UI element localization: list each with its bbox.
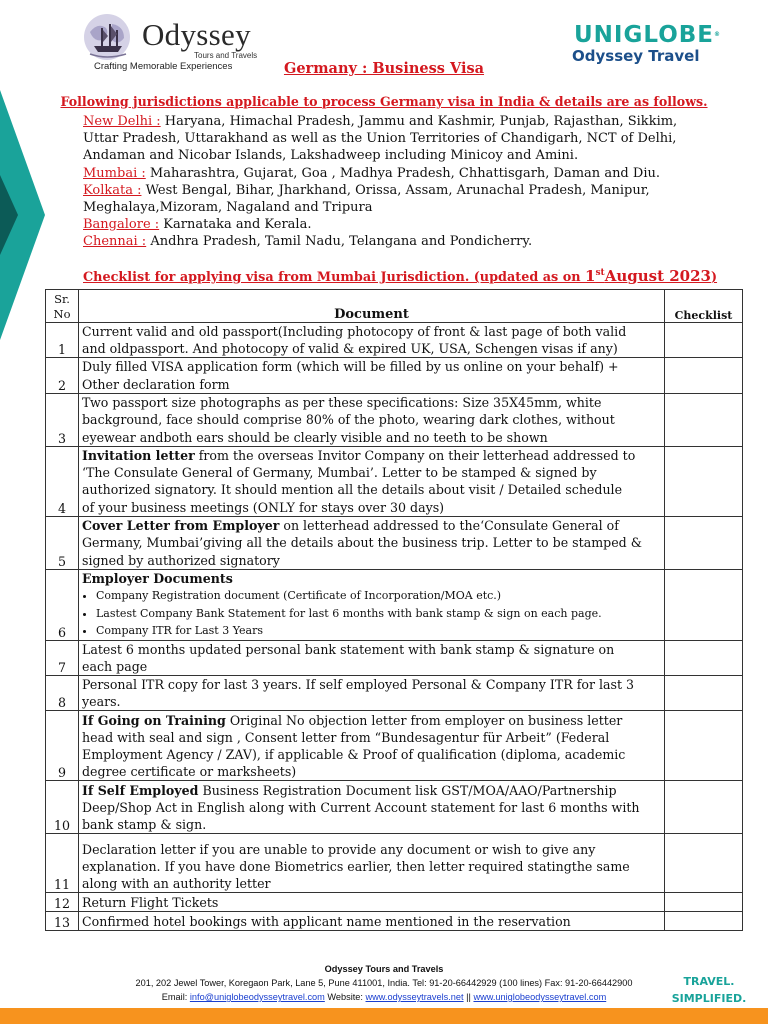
row-document	[79, 781, 665, 834]
column-header-sr	[46, 290, 79, 323]
doc-heading	[82, 570, 661, 587]
date-month-year: August 2023	[604, 267, 711, 285]
footer	[0, 962, 768, 1004]
states-text: Karnataka and Kerala.	[159, 217, 312, 233]
doc-line	[82, 712, 661, 729]
row-document	[79, 516, 665, 569]
table-row	[46, 781, 743, 834]
sr-label-line2: No	[53, 307, 71, 321]
table-row	[46, 569, 743, 640]
doc-line: background, face should comprise 80% of the photo, wearing dark clothes, without	[82, 412, 615, 428]
jurisdiction-chennai	[83, 233, 693, 250]
page-title: Germany : Business Visa	[283, 60, 485, 77]
table-row	[46, 393, 743, 446]
left-arrow-inner-decoration	[0, 175, 18, 255]
row-document	[79, 640, 665, 675]
row-number: 6	[46, 569, 79, 640]
table-row	[46, 446, 743, 516]
row-number: 3	[46, 393, 79, 446]
table-row	[46, 358, 743, 393]
doc-line: of your business meetings (ONLY for stays over 30 days)	[82, 499, 445, 515]
uniglobe-subtitle: Odyssey Travel	[572, 47, 700, 65]
states-text: Maharashtra, Gujarat, Goa , Madhya Pradesh, Chhattisgarh, Daman and Diu.	[145, 165, 660, 181]
jurisdiction-line	[83, 130, 693, 147]
table-header-row	[46, 290, 743, 323]
doc-line: Confirmed hotel bookings with applicant name mentioned in the reservation	[82, 914, 571, 930]
intro-heading: Following jurisdictions applicable to process Germany visa in India & details are as follows.	[60, 94, 708, 109]
doc-line-rest: from the overseas Invitor Company on their letterhead addressed to	[194, 448, 636, 463]
brand-name: Odyssey	[142, 17, 251, 52]
doc-line: Other declaration form	[82, 376, 230, 392]
row-document	[79, 323, 665, 358]
footer-address: 201, 202 Jewel Tower, Koregaon Park, Lane 5, Pune 411001, India. Tel: 91-20-66442929 (100 lines) Fax: 91-20-66442900	[135, 978, 633, 988]
row-checkbox-cell[interactable]	[665, 358, 743, 393]
jurisdiction-line	[83, 147, 693, 164]
brand-tagline: Crafting Memorable Experiences	[94, 61, 233, 72]
column-header-document: Document	[79, 290, 665, 323]
footer-company: Odyssey Tours and Travels	[324, 964, 444, 974]
checklist-table	[45, 289, 743, 931]
globe-ship-logo-icon	[80, 12, 136, 64]
slogan-line2: SIMPLIFIED.	[671, 992, 747, 1005]
row-document	[79, 358, 665, 393]
table-row	[46, 640, 743, 675]
bullet-item: • Company ITR for Last 3 Years	[96, 622, 661, 640]
travel-slogan	[664, 973, 754, 1007]
jurisdiction-kolkata	[83, 182, 693, 199]
checklist-heading	[83, 267, 717, 285]
doc-line: Germany, Mumbai’giving all the details about the business trip. Letter to be stamped &	[82, 535, 642, 551]
city-label: New Delhi :	[83, 114, 161, 129]
footer-contacts	[0, 990, 768, 1004]
doc-line: and oldpassport. And photocopy of valid & expired UK, USA, Schengen visas if any)	[82, 341, 618, 357]
row-number: 4	[46, 446, 79, 516]
row-document	[79, 912, 665, 931]
doc-line: ‘The Consulate General of Germany, Mumbai’. Letter to be stamped & signed by	[82, 465, 597, 481]
row-checkbox-cell[interactable]	[665, 675, 743, 710]
table-row	[46, 675, 743, 710]
doc-line: Return Flight Tickets	[82, 895, 219, 911]
doc-bold-lead: Employer Documents	[82, 570, 233, 586]
states-text: West Bengal, Bihar, Jharkhand, Orissa, Assam, Arunachal Pradesh, Manipur,	[141, 182, 650, 198]
row-number: 8	[46, 675, 79, 710]
jurisdiction-mumbai	[83, 165, 693, 182]
city-label: Bangalore :	[83, 217, 160, 233]
row-checkbox-cell[interactable]	[665, 640, 743, 675]
row-number: 12	[46, 893, 79, 912]
row-number: 11	[46, 834, 79, 893]
row-checkbox-cell[interactable]	[665, 912, 743, 931]
checklist-heading-text: Checklist for applying visa from Mumbai Jurisdiction. (updated as on	[83, 270, 586, 285]
doc-line: Declaration letter if you are unable to provide any document or wish to give any	[82, 841, 596, 857]
doc-line-rest: Original No objection letter from employer on business letter	[225, 712, 623, 728]
doc-line: head with seal and sign , Consent letter from “Bundesagentur für Arbeit” (Federal	[82, 729, 610, 745]
uniglobe-text: UNIGLOBE	[574, 22, 714, 48]
sr-label-line1: Sr.	[54, 292, 70, 306]
website-label: Website:	[324, 992, 366, 1002]
slogan-line1: TRAVEL.	[683, 975, 735, 988]
row-number: 13	[46, 912, 79, 931]
states-text: Meghalaya,Mizoram, Nagaland and Tripura	[83, 199, 373, 215]
doc-bold-lead: Invitation letter	[82, 448, 195, 463]
row-document	[79, 711, 665, 781]
row-document	[79, 675, 665, 710]
checklist-heading-close: )	[710, 270, 718, 285]
row-document	[79, 569, 665, 640]
city-label: Chennai :	[83, 234, 147, 250]
bottom-accent-bar	[0, 1008, 768, 1024]
table-row	[46, 893, 743, 912]
date-day: 1	[585, 267, 596, 285]
row-checkbox-cell[interactable]	[665, 711, 743, 781]
row-number: 7	[46, 640, 79, 675]
table-row	[46, 912, 743, 931]
row-checkbox-cell[interactable]	[665, 834, 743, 893]
table-row	[46, 323, 743, 358]
website-link-uniglobe[interactable]: www.uniglobeodysseytravel.com	[473, 992, 607, 1002]
email-label: Email:	[161, 992, 190, 1002]
doc-bold-lead: If Self Employed	[82, 782, 199, 798]
states-text: Andhra Pradesh, Tamil Nadu, Telangana and Pondicherry.	[146, 234, 533, 250]
row-number: 10	[46, 781, 79, 834]
doc-line: signed by authorized signatory	[82, 552, 280, 568]
jurisdiction-new-delhi	[83, 113, 693, 130]
doc-line: Deep/Shop Act in English along with Current Account statement for last 6 months with	[82, 799, 640, 815]
doc-line	[82, 447, 661, 464]
doc-line: Employment Agency / ZAV), if applicable & Proof of qualification (diploma, academic	[82, 746, 626, 762]
bullet-item: • Lastest Company Bank Statement for last 6 months with bank stamp & sign on each page.	[96, 605, 661, 623]
row-document	[79, 393, 665, 446]
row-checkbox-cell[interactable]	[665, 393, 743, 446]
row-document	[79, 893, 665, 912]
states-text: Haryana, Himachal Pradesh, Jammu and Kashmir, Punjab, Rajasthan, Sikkim,	[160, 114, 678, 129]
states-text: Andaman and Nicobar Islands, Lakshadweep including Minicoy and Amini.	[83, 148, 579, 164]
doc-line: bank stamp & sign.	[82, 817, 207, 833]
doc-line: Two passport size photographs as per these specifications: Size 35X45mm, white	[82, 395, 602, 411]
bullet-list	[82, 587, 661, 640]
row-checkbox-cell[interactable]	[665, 323, 743, 358]
row-document	[79, 834, 665, 893]
doc-line-rest: on letterhead addressed to the‘Consulate General of	[279, 518, 619, 534]
brand-subtitle: Tours and Travels	[194, 51, 258, 60]
row-number: 1	[46, 323, 79, 358]
doc-line: years.	[82, 694, 121, 710]
states-text: Uttar Pradesh, Uttarakhand as well as the Union Territories of Chandigarh, NCT of Delhi,	[83, 131, 677, 147]
uniglobe-wordmark	[574, 22, 721, 48]
doc-line-rest: Business Registration Document lisk GST/MOA/AAO/Partnership	[198, 782, 617, 798]
jurisdiction-bangalore	[83, 216, 693, 233]
city-label: Mumbai :	[83, 165, 146, 181]
doc-line: each page	[82, 658, 148, 674]
row-document	[79, 446, 665, 516]
doc-line: authorized signatory. It should mention all the details about visit / Detailed schedule	[82, 482, 623, 498]
checklist-date	[585, 267, 711, 285]
jurisdiction-line	[83, 199, 693, 216]
registered-mark: ®	[714, 31, 721, 38]
city-label: Kolkata :	[83, 182, 142, 198]
column-header-checklist: Checklist	[665, 290, 743, 323]
doc-line: Duly filled VISA application form (which will be filled by us online on your behalf) +	[82, 359, 619, 375]
row-number: 5	[46, 516, 79, 569]
doc-line: along with an authority letter	[82, 876, 271, 892]
doc-line: Personal ITR copy for last 3 years. If self employed Personal & Company ITR for last 3	[82, 676, 635, 692]
doc-line: explanation. If you have done Biometrics earlier, then letter required statingthe same	[82, 858, 630, 874]
doc-line: degree certificate or marksheets)	[82, 764, 297, 780]
row-checkbox-cell[interactable]	[665, 569, 743, 640]
doc-line	[82, 517, 661, 534]
table-row	[46, 834, 743, 893]
doc-line: Latest 6 months updated personal bank statement with bank stamp & signature on	[82, 641, 615, 657]
website-link-odyssey[interactable]: www.odysseytravels.net	[365, 992, 464, 1002]
date-suffix: st	[595, 268, 605, 278]
row-checkbox-cell[interactable]	[665, 781, 743, 834]
jurisdictions-list	[83, 113, 693, 251]
doc-bold-lead: Cover Letter from Employer	[82, 518, 280, 534]
email-link[interactable]: info@uniglobeodysseytravel.com	[189, 992, 325, 1002]
doc-bold-lead: If Going on Training	[82, 712, 226, 728]
doc-line: Current valid and old passport(Including photocopy of front & last page of both valid	[82, 324, 627, 339]
row-checkbox-cell[interactable]	[665, 446, 743, 516]
bullet-item: • Company Registration document (Certificate of Incorporation/MOA etc.)	[96, 587, 661, 605]
table-row	[46, 516, 743, 569]
doc-line	[82, 782, 661, 799]
row-checkbox-cell[interactable]	[665, 516, 743, 569]
row-number: 9	[46, 711, 79, 781]
link-separator: ||	[463, 992, 474, 1002]
table-row	[46, 711, 743, 781]
row-number: 2	[46, 358, 79, 393]
row-checkbox-cell[interactable]	[665, 893, 743, 912]
doc-line: eyewear andboth ears should be clearly visible and no teeth to be shown	[82, 429, 548, 445]
